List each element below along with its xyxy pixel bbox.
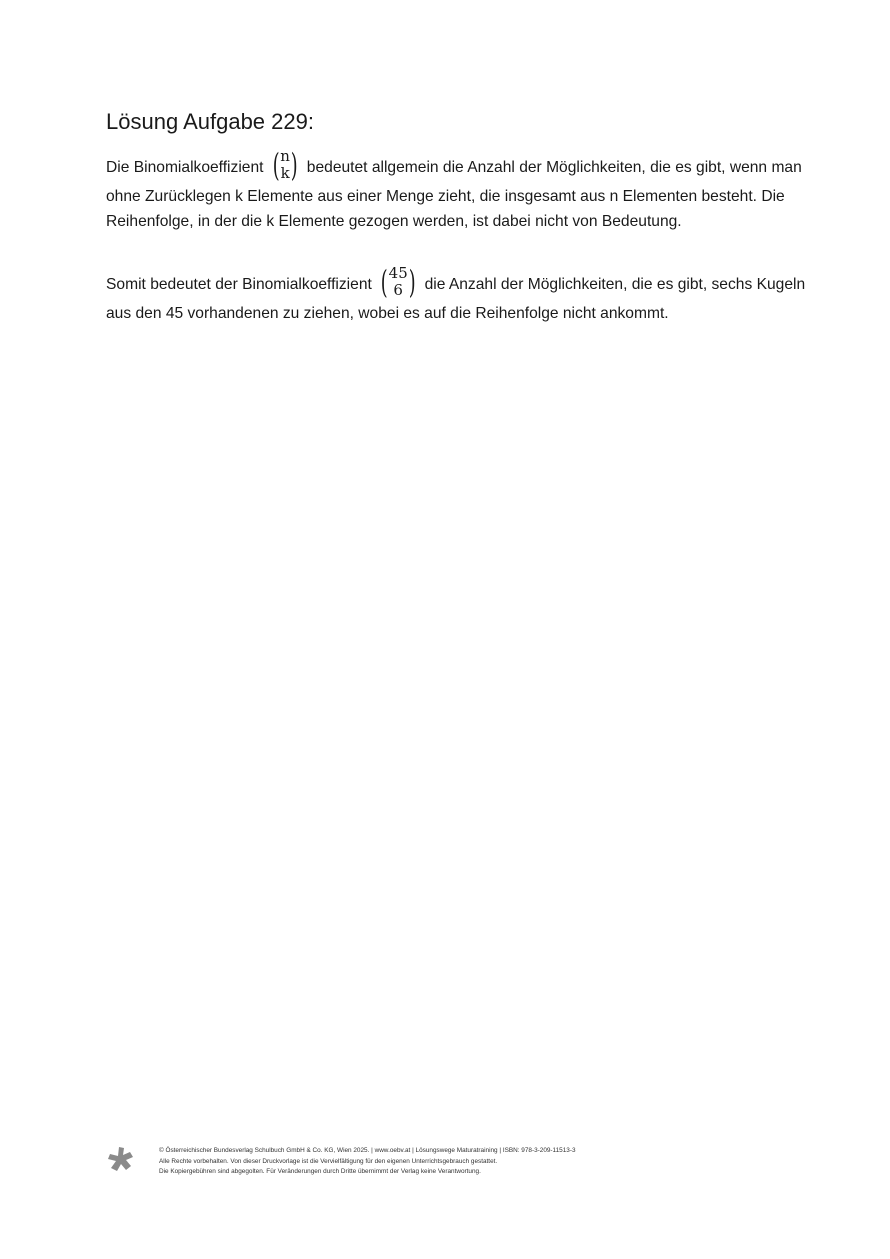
footer-copyright (159, 1146, 576, 1178)
binomial-bottom: 6 (393, 281, 403, 299)
paragraph-text-after: bedeutet allgemein die Anzahl der Möglichkeiten, die es gibt, wenn man ohne Zurücklegen k Elemente aus einer Menge zieht, die insgesamt aus n Elementen besteht. Die Reihenfolge, in der die k Elemente gezogen werden, ist dabei nicht von Bedeutung. (106, 159, 802, 230)
binomial-coefficient-n-k (270, 148, 301, 182)
page-footer (106, 1143, 806, 1183)
paragraph-binomial-general (106, 146, 806, 234)
footer-line-1: © Österreichischer Bundesverlag Schulbuch GmbH & Co. KG, Wien 2025. | www.oebv.at | Lösungswege Maturatraining | ISBN: 978-3-209-11513-3 (159, 1147, 576, 1154)
paragraph-text-after: die Anzahl der Möglichkeiten, die es gibt, sechs Kugeln aus den 45 vorhandenen zu ziehen, wobei es auf die Reihenfolge nicht ankommt. (106, 276, 806, 322)
right-paren: ) (290, 146, 298, 184)
binomial-stack (389, 265, 408, 299)
footer-line-2: Alle Rechte vorbehalten. Von dieser Druckvorlage ist die Vervielfältigung für den eigenen Unterrichtsgebrauch gestattet. (159, 1157, 498, 1165)
binomial-coefficient-45-6 (378, 265, 418, 299)
page-title: Lösung Aufgabe 229: (106, 109, 314, 134)
oebv-logo-icon (106, 1145, 136, 1175)
binomial-top: 45 (388, 264, 408, 282)
right-paren: ) (408, 263, 416, 301)
binomial-top: n (280, 147, 290, 165)
left-paren: ( (272, 146, 280, 184)
left-paren: ( (380, 263, 388, 301)
binomial-bottom: k (280, 164, 290, 182)
footer-line-3: Die Kopiergebühren sind abgegolten. Für Veränderungen durch Dritte übernimmt der Verlag keine Verantwortung. (159, 1168, 481, 1175)
paragraph-binomial-specific (106, 263, 806, 327)
paragraph-text-before: Die Binomialkoeffizient (106, 159, 264, 177)
paragraph-text-before: Somit bedeutet der Binomialkoeffizient (106, 276, 372, 294)
binomial-stack (280, 148, 290, 182)
